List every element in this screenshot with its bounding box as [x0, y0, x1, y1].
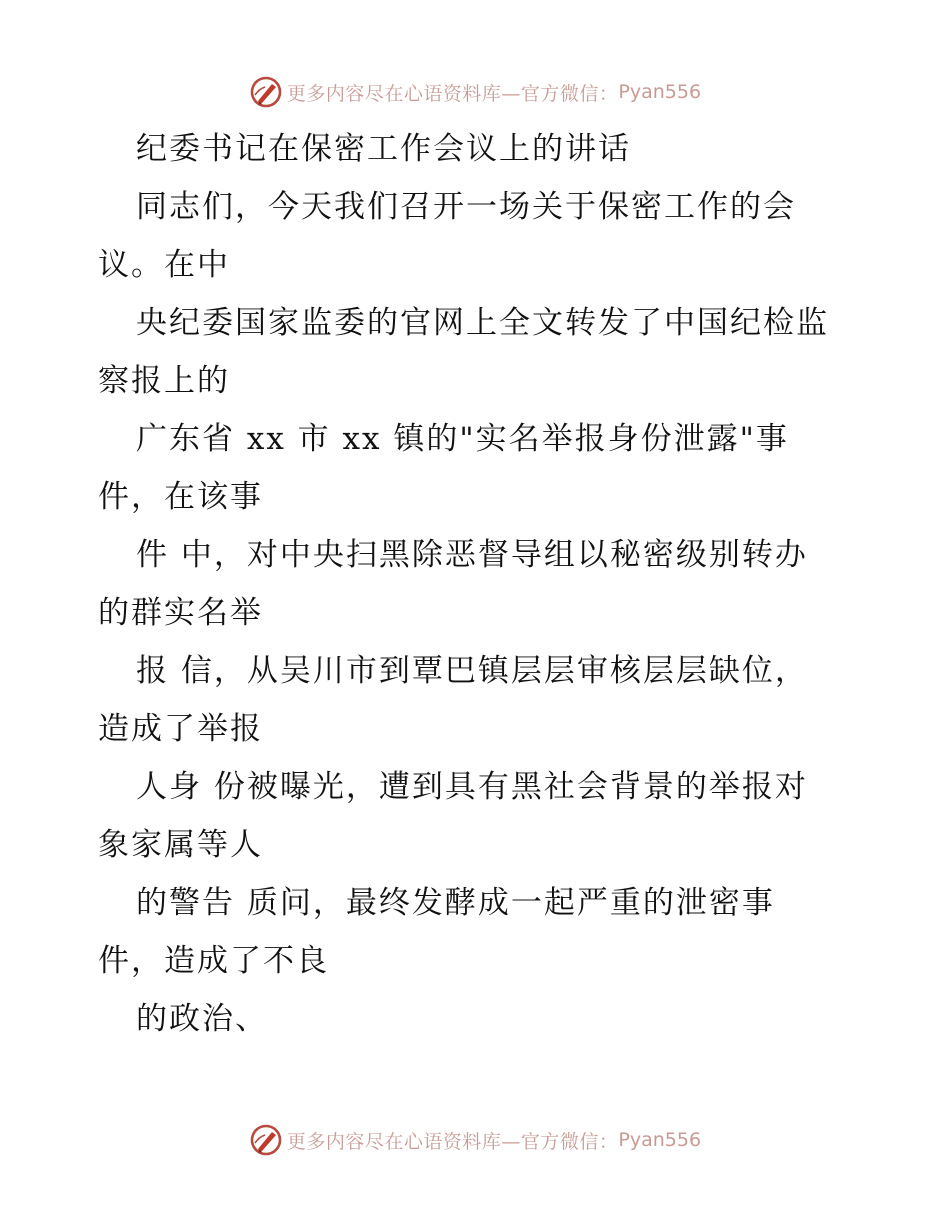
document-body: [98, 120, 898, 1048]
text-line: 的政治、: [136, 1001, 268, 1037]
text-line: 件，在该事: [98, 479, 263, 515]
text-line: 的群实名举: [98, 595, 263, 631]
pen-in-circle-logo-icon: [249, 1123, 283, 1157]
text-line: 件，造成了不良: [98, 943, 329, 979]
text-line: 报 信，从吴川市到覃巴镇层层审核层层缺位，: [136, 653, 808, 689]
text-line: 广东省 xx 市 xx 镇的"实名举报身份泄露"事: [136, 421, 789, 457]
watermark-handle: Pyan556: [618, 1129, 702, 1151]
text-line: 同志们，今天我们召开一场关于保密工作的会: [136, 189, 796, 225]
text-line: 人身 份被曝光，遭到具有黑社会背景的举报对: [136, 769, 808, 805]
text-line: 象家属等人: [98, 827, 263, 863]
text-line: 察报上的: [98, 363, 230, 399]
watermark-handle: Pyan556: [618, 81, 702, 103]
watermark-text: 更多内容尽在心语资料库—官方微信：: [286, 1130, 619, 1153]
header-watermark: [0, 70, 950, 114]
watermark-text: 更多内容尽在心语资料库—官方微信：: [286, 82, 619, 105]
text-line: 造成了举报: [98, 711, 263, 747]
footer-watermark: [0, 1118, 950, 1162]
pen-in-circle-logo-icon: [249, 75, 283, 109]
text-line: 件 中，对中央扫黑除恶督导组以秘密级别转办: [136, 537, 808, 573]
text-line: 纪委书记在保密工作会议上的讲话: [136, 131, 631, 167]
text-line: 的警告 质问，最终发酵成一起严重的泄密事: [136, 885, 775, 921]
text-line: 央纪委国家监委的官网上全文转发了中国纪检监: [136, 305, 829, 341]
text-line: 议。在中: [98, 247, 230, 283]
